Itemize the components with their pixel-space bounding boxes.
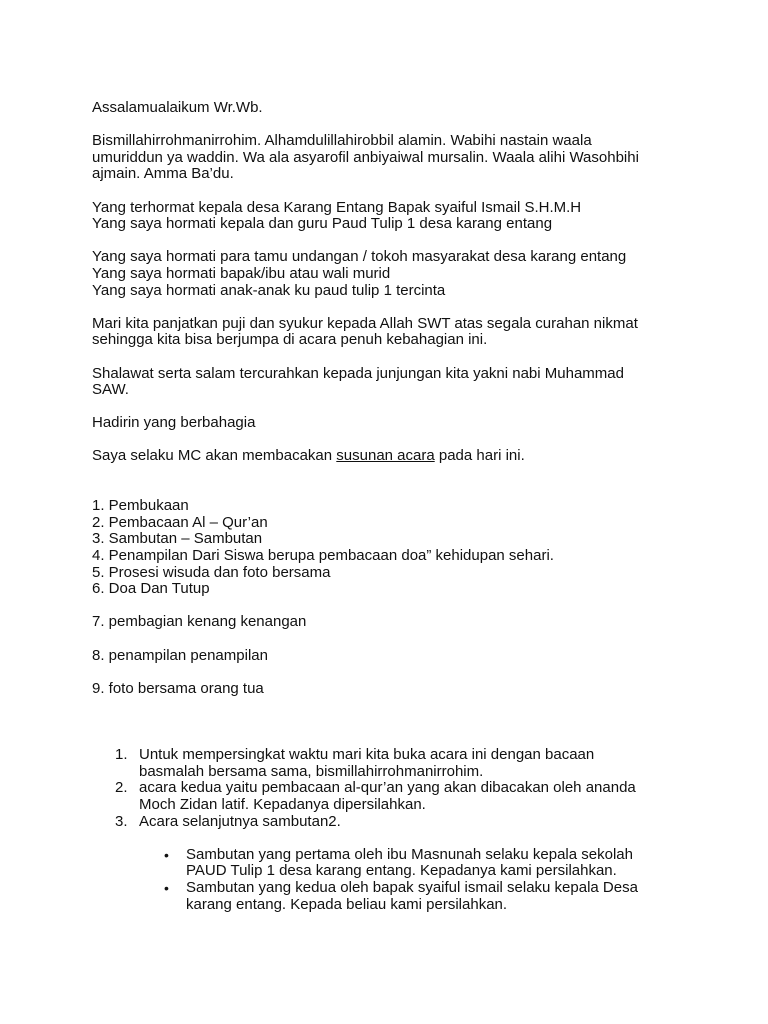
honorific-line: Yang terhormat kepala desa Karang Entang Bapak syaiful Ismail S.H.M.H	[92, 198, 582, 216]
agenda-item-8	[92, 648, 692, 665]
script-item	[115, 746, 692, 780]
shalawat-paragraph	[92, 366, 692, 399]
honorifics-paragraph-2	[92, 249, 692, 299]
agenda-item: 6. Doa Dan Tutup	[92, 580, 210, 598]
script-item-line: Acara selanjutnya sambutan2.	[139, 812, 341, 830]
agenda-item: 7. pembagian kenang kenangan	[92, 613, 307, 631]
agenda-item: 5. Prosesi wisuda dan foto bersama	[92, 563, 331, 581]
gratitude-line: Mari kita panjatkan puji dan syukur kepada Allah SWT atas segala curahan nikmat	[92, 314, 638, 332]
greeting-line: Assalamualaikum Wr.Wb.	[92, 99, 263, 116]
agenda-item: 3. Sambutan – Sambutan	[92, 530, 263, 548]
agenda-item-9	[92, 681, 692, 698]
agenda-item: 2. Pembacaan Al – Qur’an	[92, 513, 268, 531]
honorific-line: Yang saya hormati para tamu undangan / tokoh masyarakat desa karang entang	[92, 248, 627, 266]
spacer	[92, 714, 692, 731]
speech-item	[164, 878, 692, 913]
script-item	[115, 812, 692, 831]
script-item	[115, 779, 692, 813]
mc-intro-text: Saya selaku MC akan membacakan	[92, 447, 337, 465]
script-item-line: acara kedua yaitu pembacaan al-qur’an yang akan dibacakan oleh ananda	[139, 779, 636, 797]
opening-paragraph	[92, 133, 692, 183]
honorific-line: Yang saya hormati kepala dan guru Paud Tulip 1 desa karang entang	[92, 215, 553, 233]
speech-line: PAUD Tulip 1 desa karang entang. Kepadanya kami persilahkan.	[186, 862, 617, 880]
opening-line: Bismillahirrohmanirrohim. Alhamdulillahirobbil alamin. Wabihi nastain waala	[92, 132, 592, 150]
script-item-number: 3.	[115, 812, 128, 830]
agenda-item: 4. Penampilan Dari Siswa berupa pembacaan doa” kehidupan sehari.	[92, 547, 554, 565]
speech-line: karang entang. Kepada beliau kami persilahkan.	[186, 895, 508, 913]
mc-intro-text: pada hari ini.	[434, 447, 525, 465]
agenda-item: 9. foto bersama orang tua	[92, 679, 264, 697]
opening-line: ajmain. Amma Ba’du.	[92, 165, 234, 183]
script-item-number: 2.	[115, 779, 128, 797]
agenda-item: 1. Pembukaan	[92, 497, 189, 515]
script-item-number: 1.	[115, 746, 128, 764]
hadirin-paragraph	[92, 415, 692, 432]
spacer	[92, 482, 692, 499]
agenda-item: 8. penampilan penampilan	[92, 646, 268, 664]
honorifics-paragraph-1	[92, 200, 692, 233]
script-item-line: basmalah bersama sama, bismillahirrohmanirrohim.	[139, 762, 484, 780]
gratitude-line: sehingga kita bisa berjumpa di acara penuh kebahagian ini.	[92, 331, 488, 349]
honorific-line: Yang saya hormati bapak/ibu atau wali murid	[92, 264, 391, 282]
greeting	[92, 100, 692, 117]
agenda-item-7	[92, 614, 692, 631]
document-body	[92, 100, 692, 913]
bullet-icon: •	[164, 846, 169, 863]
agenda-list	[92, 498, 692, 598]
script-item-line: Moch Zidan latif. Kepadanya dipersilahkan.	[139, 795, 426, 813]
mc-intro-paragraph	[92, 448, 692, 465]
speech-line: Sambutan yang kedua oleh bapak syaiful ismail selaku kepala Desa	[186, 878, 638, 896]
honorific-line: Yang saya hormati anak-anak ku paud tulip 1 tercinta	[92, 281, 446, 299]
shalawat-line: Shalawat serta salam tercurahkan kepada junjungan kita yakni nabi Muhammad	[92, 364, 624, 382]
script-item-line: Untuk mempersingkat waktu mari kita buka acara ini dengan bacaan	[139, 746, 595, 764]
hadirin-line: Hadirin yang berbahagia	[92, 414, 256, 432]
gratitude-paragraph	[92, 316, 692, 349]
mc-intro-underlined: susunan acara	[336, 447, 435, 465]
speeches-list	[92, 847, 692, 913]
speech-line: Sambutan yang pertama oleh ibu Masnunah selaku kepala sekolah	[186, 845, 633, 863]
opening-line: umuriddun ya waddin. Wa ala asyarofil anbiyaiwal mursalin. Waala alihi Wasohbihi	[92, 148, 639, 166]
script-list	[92, 747, 692, 830]
speech-item	[164, 845, 692, 880]
shalawat-line: SAW.	[92, 381, 129, 399]
spacer	[92, 731, 692, 748]
bullet-icon: •	[164, 879, 169, 896]
